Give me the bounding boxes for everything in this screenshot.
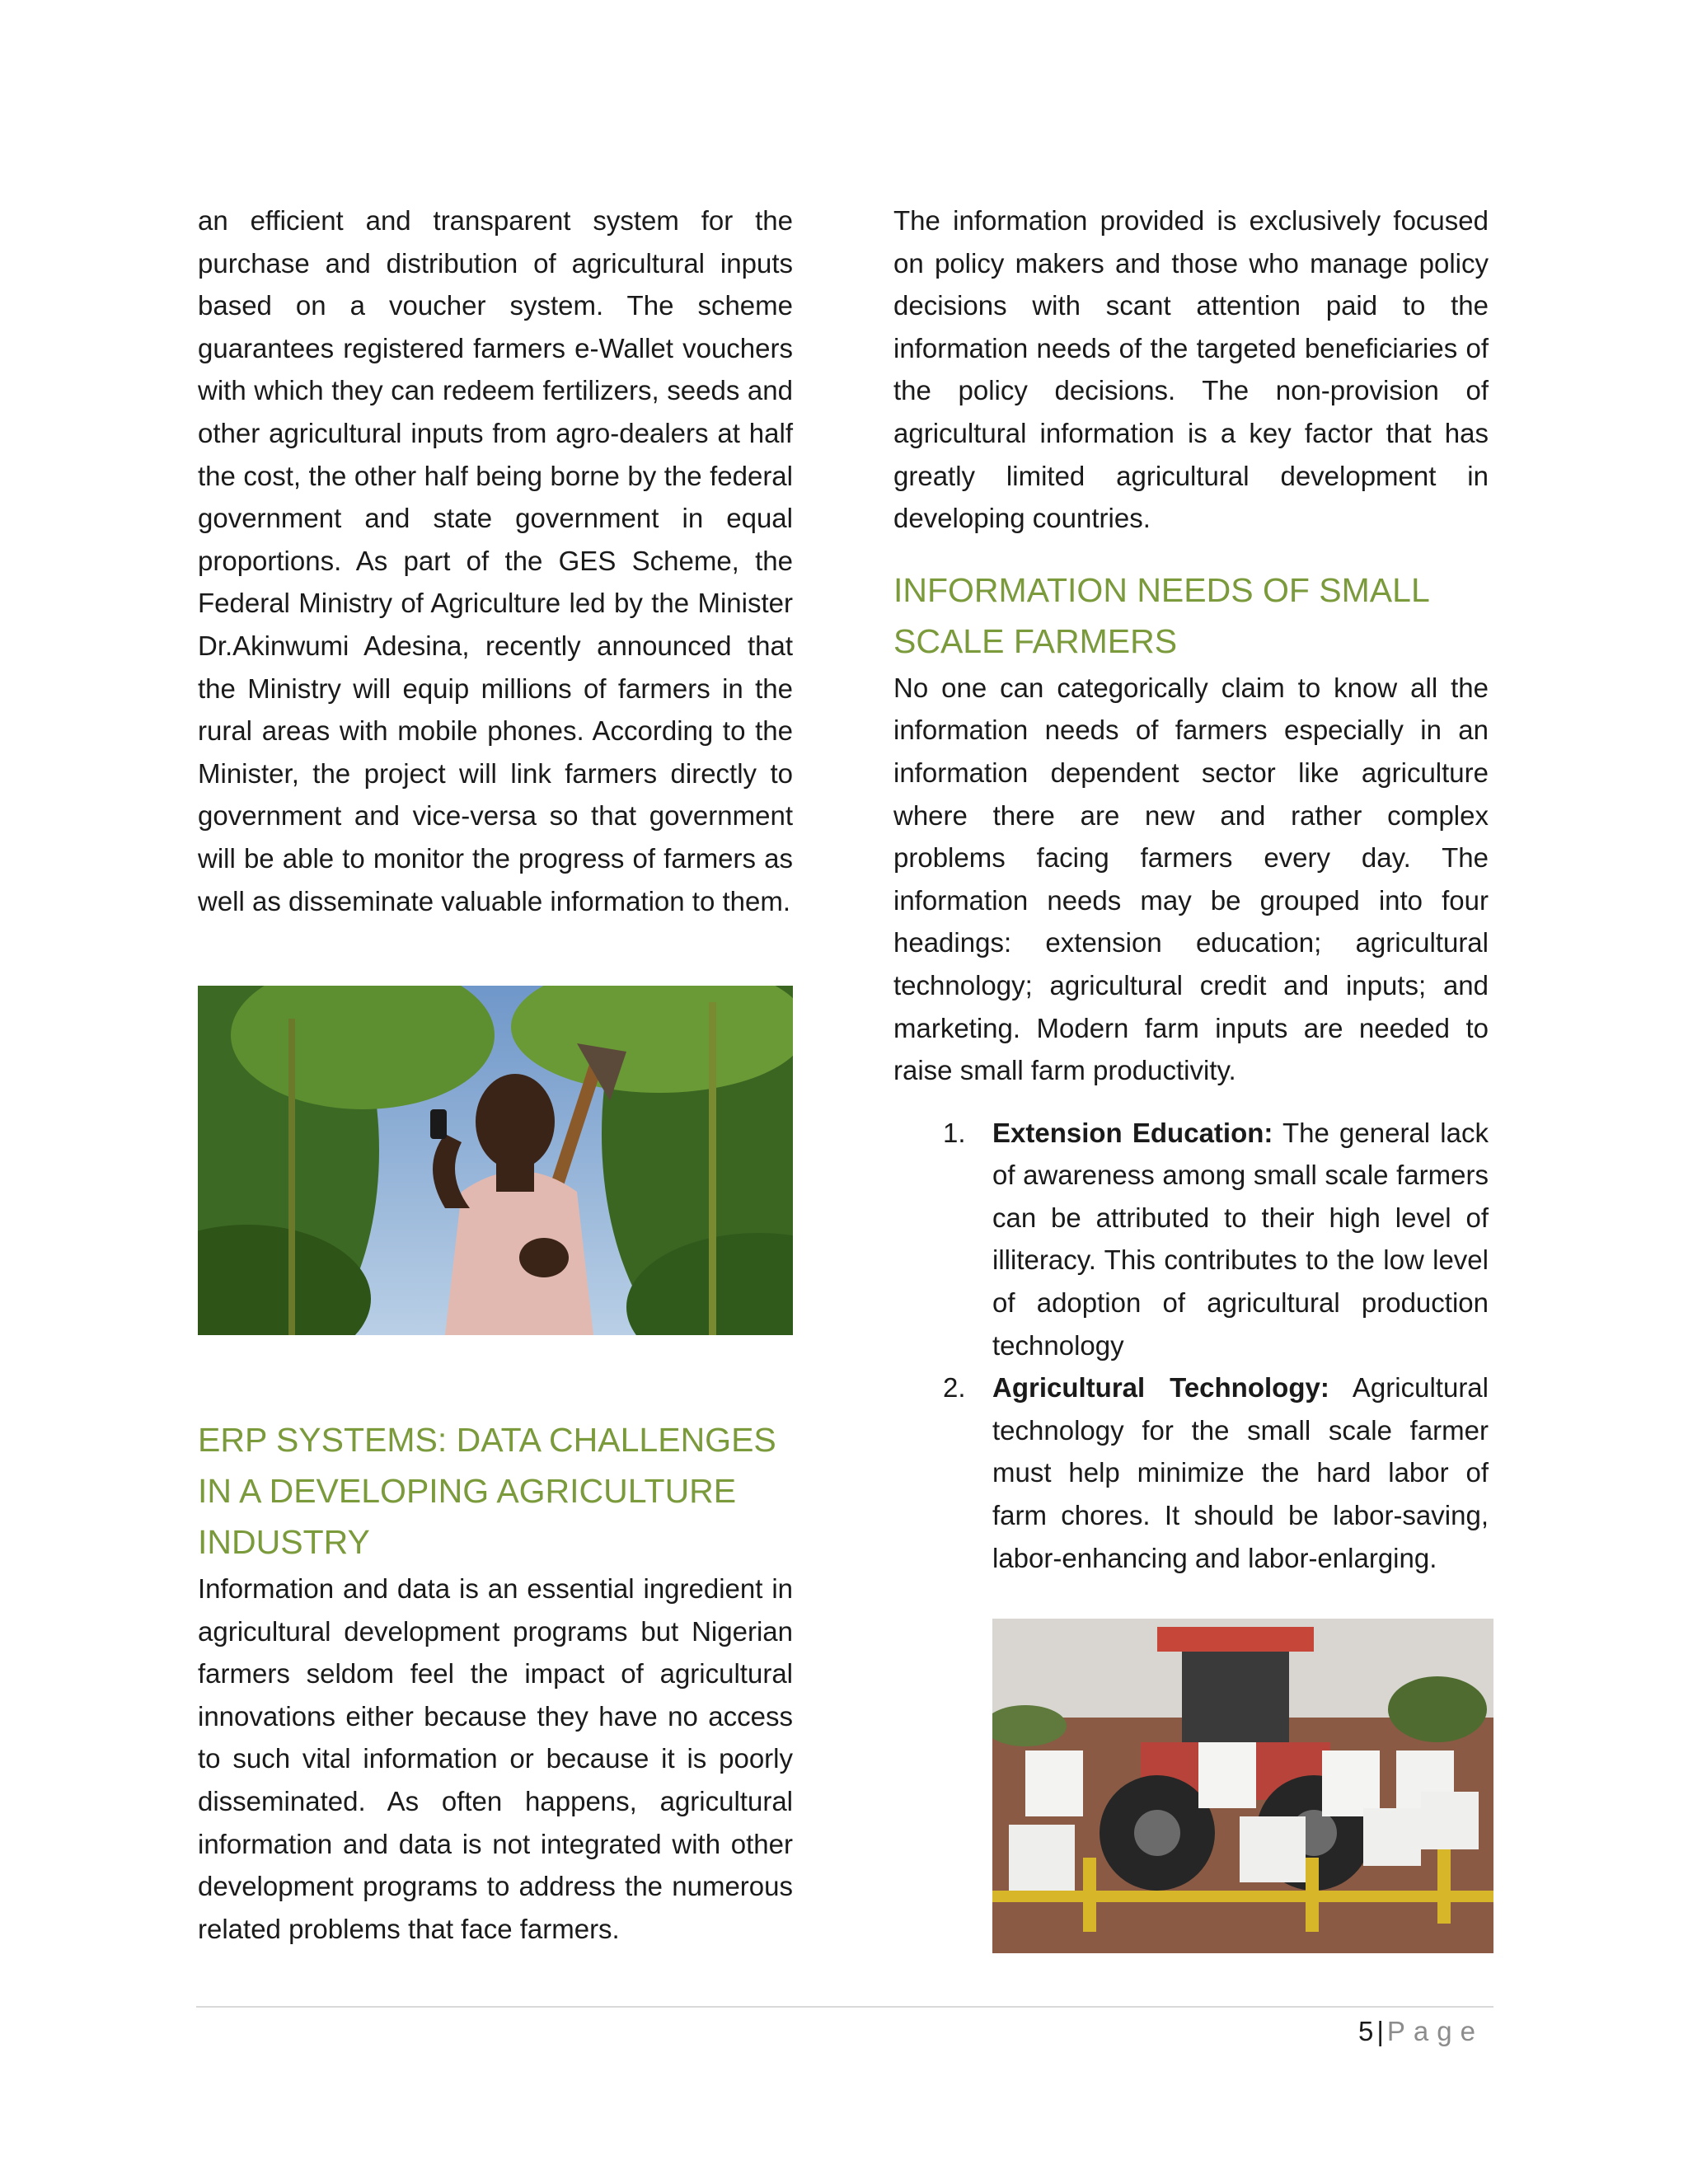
needs-paragraph: No one can categorically claim to know all the information needs of farmers especially in an information dependent sector like agriculture where there are new and rather complex problems facing farmers every day. The information needs may be grouped into four headings: extension education; agricultural technology; agricultural credit and inputs; and marketing. Modern farm inputs are needed to raise small farm productivity. <box>893 672 1489 1086</box>
right-column <box>893 199 1489 1579</box>
left-column <box>198 199 793 922</box>
list-item-number: 2. <box>943 1372 966 1404</box>
information-needs-list <box>893 1112 1489 1580</box>
tractor-photo-illustration <box>992 1619 1493 1953</box>
page-number: 5 <box>1357 2016 1374 2046</box>
list-item <box>893 1112 1489 1367</box>
footer-separator: | <box>1376 2016 1384 2046</box>
page-footer <box>1358 2011 1484 2052</box>
list-item-term: Agricultural Technology: <box>992 1372 1329 1404</box>
erp-section-heading: ERP SYSTEMS: DATA CHALLENGES IN A DEVELOPING AGRICULTURE INDUSTRY <box>198 1421 776 1561</box>
erp-paragraph: Information and data is an essential ingredient in agricultural development programs but Nigerian farmers seldom feel the impact of agricultural innovations either because they have no access to such vital information or because it is poorly disseminated. As often happens, agricultural information and data is not integrated with other development programs to address the numerous related problems that face farmers. <box>198 1573 793 1944</box>
list-item-text: The general lack of awareness among small scale farmers can be attributed to their high level of illiteracy. This contributes to the low level of adoption of agricultural production technology <box>992 1117 1489 1361</box>
footer-divider <box>196 2006 1493 2008</box>
farmer-with-phone-photo <box>198 986 793 1335</box>
needs-section-heading: INFORMATION NEEDS OF SMALL SCALE FARMERS <box>893 570 1429 660</box>
list-item <box>893 1366 1489 1579</box>
tractor-planter-photo <box>992 1619 1493 1953</box>
farmer-photo-illustration <box>198 986 793 1335</box>
page-label: Page <box>1386 2016 1484 2046</box>
list-item-number: 1. <box>943 1117 966 1148</box>
left-column-lower <box>198 1414 793 1950</box>
list-item-term: Extension Education: <box>992 1117 1273 1148</box>
list-item-text: Agricultural technology for the small scale farmer must help minimize the hard labor of farm chores. It should be labor-saving, labor-enhancing and labor-enlarging. <box>992 1372 1489 1573</box>
intro-paragraph: an efficient and transparent system for the purchase and distribution of agricultural inputs based on a voucher system. The scheme guarantees registered farmers e-Wallet vouchers with which they can redeem fertilizers, seeds and other agricultural inputs from agro-dealers at half the cost, the other half being borne by the federal government and state government in equal proportions. As part of the GES Scheme, the Federal Ministry of Agriculture led by the Minister Dr.Akinwumi Adesina, recently announced that the Ministry will equip millions of farmers in the rural areas with mobile phones. According to the Minister, the project will link farmers directly to government and vice-versa so that government will be able to monitor the progress of farmers as well as disseminate valuable information to them. <box>198 205 793 916</box>
continuation-paragraph: The information provided is exclusively focused on policy makers and those who manage policy decisions with scant attention paid to the information needs of the targeted beneficiaries of the policy decisions. The non-provision of agricultural information is a key factor that has greatly limited agricultural development in developing countries. <box>893 205 1489 534</box>
